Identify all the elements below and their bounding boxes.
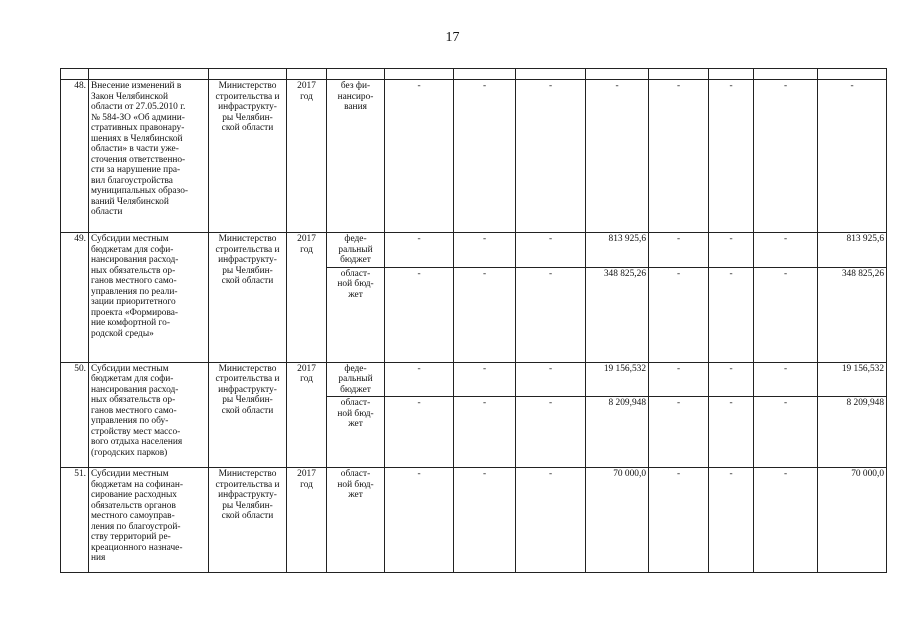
value-cell: - [385, 362, 454, 397]
value-cell: - [516, 362, 586, 397]
table-row [61, 80, 887, 233]
value-cell: - [649, 233, 709, 268]
year: 2017 год [287, 362, 327, 468]
measures-table [60, 68, 887, 573]
value-cell: - [385, 233, 454, 268]
measure-name: Субсидии местным бюджетам для софи- нансирования расход- ных обязательств ор- ганов местного само- управления по обу- стройству мест массо- вого отдыха населения (городских парков) [89, 362, 209, 468]
value-cell: - [754, 362, 818, 397]
value-cell: - [516, 468, 586, 573]
value-cell: - [709, 397, 754, 468]
amount-cell: 8 209,948 [586, 397, 649, 468]
value-cell: - [385, 468, 454, 573]
value-cell: - [516, 80, 586, 233]
total-cell: 19 156,532 [818, 362, 887, 397]
value-cell: - [586, 80, 649, 233]
value-cell: - [649, 468, 709, 573]
year: 2017 год [287, 468, 327, 573]
total-cell: 8 209,948 [818, 397, 887, 468]
value-cell: - [649, 362, 709, 397]
value-cell: - [754, 233, 818, 268]
value-cell: - [754, 397, 818, 468]
value-cell: - [516, 233, 586, 268]
funding-source: област- ной бюд- жет [327, 397, 385, 468]
table-header-continuation [61, 69, 887, 80]
value-cell: - [754, 468, 818, 573]
funding-source: феде- ральный бюджет [327, 233, 385, 268]
funding-source: феде- ральный бюджет [327, 362, 385, 397]
row-number: 49. [61, 233, 89, 363]
table-row [61, 468, 887, 573]
amount-cell: 813 925,6 [586, 233, 649, 268]
total-cell: 813 925,6 [818, 233, 887, 268]
table-row [61, 362, 887, 397]
year: 2017 год [287, 80, 327, 233]
executor: Министерство строительства и инфраструкту- ры Челябин- ской области [209, 362, 287, 468]
row-number: 50. [61, 362, 89, 468]
row-number: 51. [61, 468, 89, 573]
value-cell: - [709, 233, 754, 268]
total-cell: - [818, 80, 887, 233]
value-cell: - [454, 233, 516, 268]
value-cell: - [649, 397, 709, 468]
value-cell: - [516, 397, 586, 468]
amount-cell: 70 000,0 [586, 468, 649, 573]
executor: Министерство строительства и инфраструкту- ры Челябин- ской области [209, 233, 287, 363]
value-cell: - [709, 267, 754, 362]
value-cell: - [754, 80, 818, 233]
measure-name: Внесение изменений в Закон Челябинской области от 27.05.2010 г. № 584-ЗО «Об админи- стративных правонару- шениях в Челябинской области» в части уже- сточения ответственно- сти за нарушение пра- вил благоустройства муниципальных образо- ваний Челябинской области [89, 80, 209, 233]
value-cell: - [709, 468, 754, 573]
funding-source: област- ной бюд- жет [327, 267, 385, 362]
value-cell: - [754, 267, 818, 362]
value-cell: - [454, 362, 516, 397]
funding-source: област- ной бюд- жет [327, 468, 385, 573]
value-cell: - [454, 80, 516, 233]
total-cell: 348 825,26 [818, 267, 887, 362]
table-row [61, 233, 887, 268]
value-cell: - [454, 397, 516, 468]
value-cell: - [385, 80, 454, 233]
executor: Министерство строительства и инфраструкту- ры Челябин- ской области [209, 468, 287, 573]
amount-cell: 19 156,532 [586, 362, 649, 397]
value-cell: - [649, 267, 709, 362]
amount-cell: 348 825,26 [586, 267, 649, 362]
executor: Министерство строительства и инфраструкту- ры Челябин- ской области [209, 80, 287, 233]
measure-name: Субсидии местным бюджетам для софи- нансирования расход- ных обязательств ор- ганов местного само- управления по реали- зации приоритетного проекта «Формирова- ние комфортной го- родской среды» [89, 233, 209, 363]
value-cell: - [385, 397, 454, 468]
funding-source: без фи- нансиро- вания [327, 80, 385, 233]
year: 2017 год [287, 233, 327, 363]
value-cell: - [385, 267, 454, 362]
total-cell: 70 000,0 [818, 468, 887, 573]
value-cell: - [516, 267, 586, 362]
value-cell: - [709, 80, 754, 233]
page-number: 17 [445, 30, 460, 45]
value-cell: - [454, 468, 516, 573]
row-number: 48. [61, 80, 89, 233]
measure-name: Субсидии местным бюджетам на софинан- сирование расходных обязательств органов местного самоуправ- ления по благоустрой- ству территорий ре- креационного назначе- ния [89, 468, 209, 573]
value-cell: - [454, 267, 516, 362]
value-cell: - [649, 80, 709, 233]
value-cell: - [709, 362, 754, 397]
